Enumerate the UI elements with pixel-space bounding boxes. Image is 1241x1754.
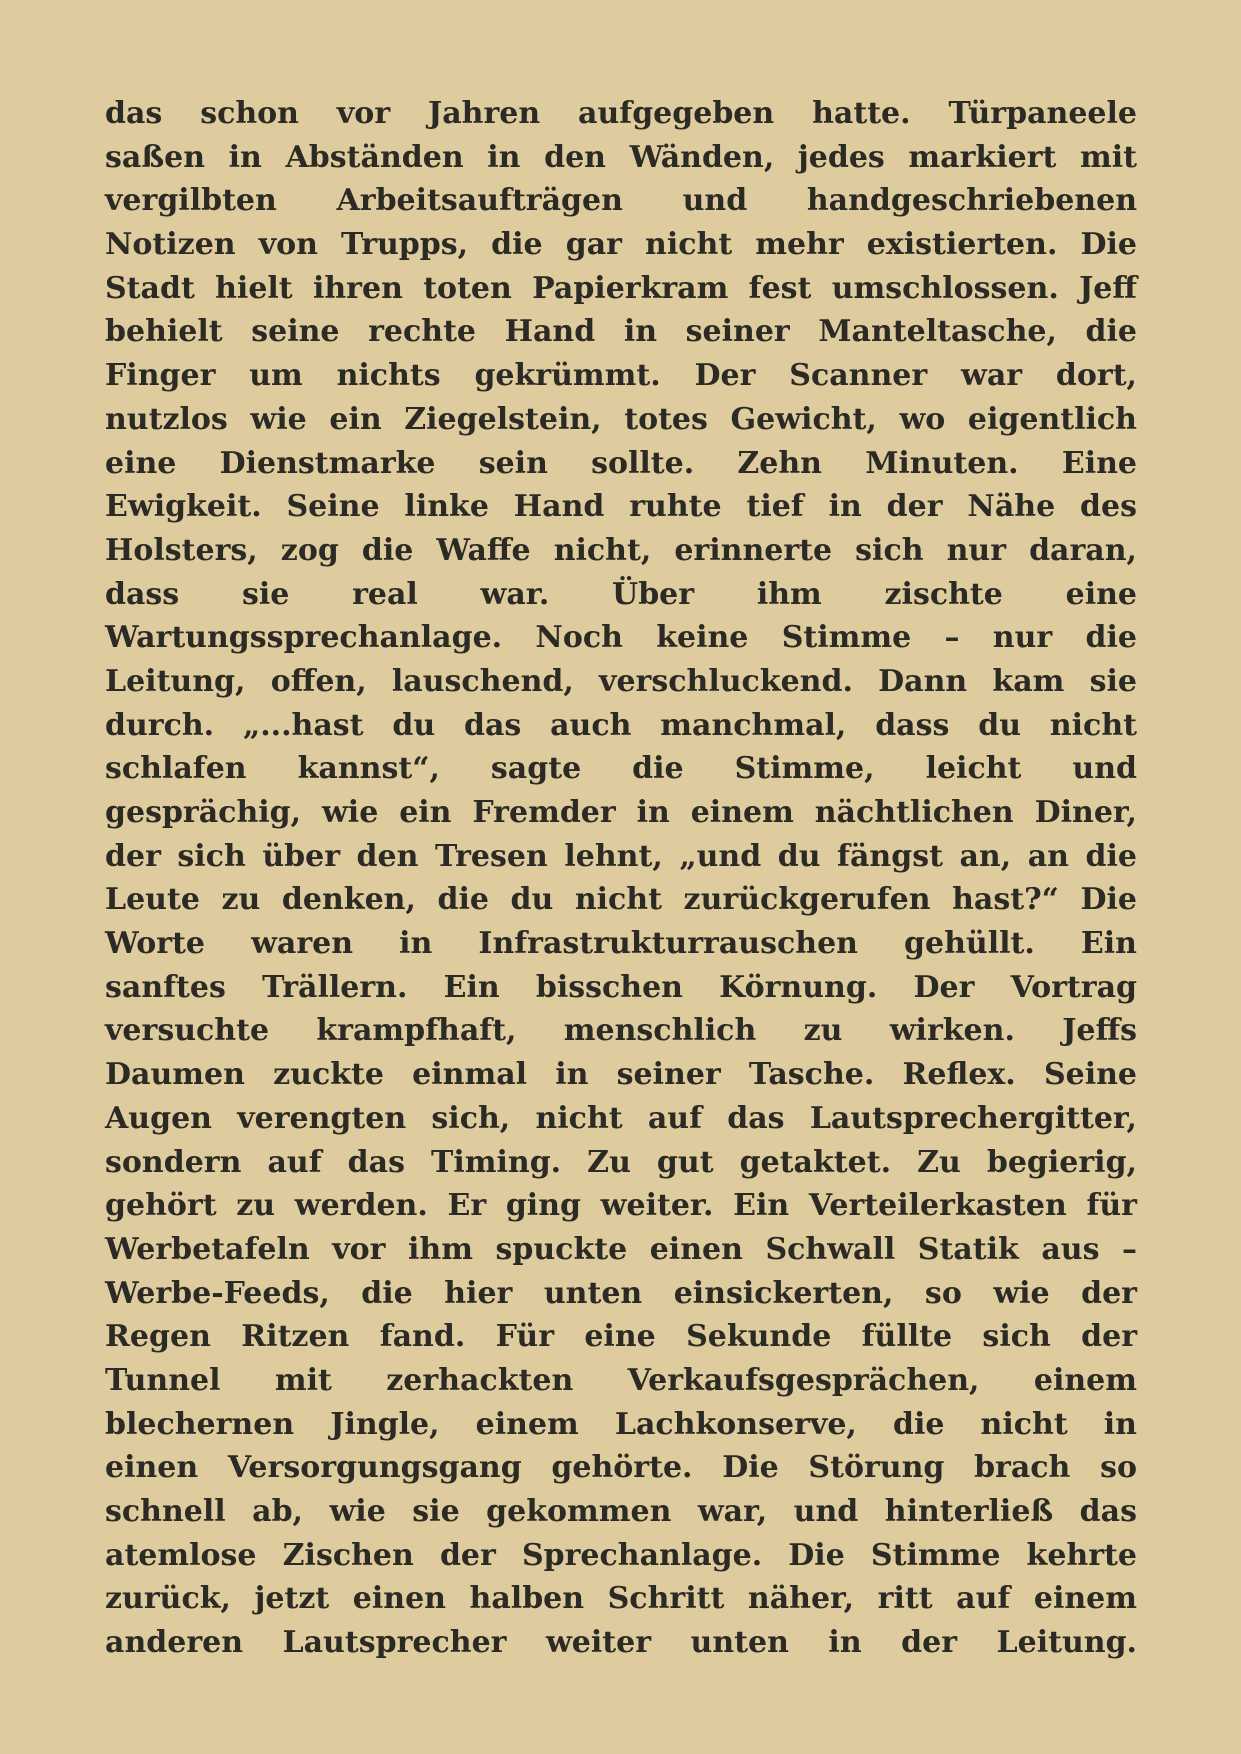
text-line: schnell ab, wie sie gekommen war, und hinterließ das: [105, 1494, 1137, 1529]
text-line: durch. „...hast du das auch manchmal, dass du nicht: [105, 707, 1137, 743]
text-line: Notizen von Trupps, die gar nicht mehr existierten. Die: [105, 227, 1137, 263]
text-line: Tunnel mit zerhackten Verkaufsgesprächen, einem: [105, 1362, 1137, 1398]
text-line: Leitung, offen, lauschend, verschluckend. Dann kam sie: [105, 663, 1137, 699]
text-line: Stadt hielt ihren toten Papierkram fest umschlossen. Jeff: [105, 270, 1137, 306]
page-text: [105, 92, 1137, 1665]
text-line: eine Dienstmarke sein sollte. Zehn Minuten. Eine: [105, 445, 1137, 481]
text-line: dass sie real war. Über ihm zischte eine: [105, 576, 1137, 612]
text-line: sanftes Trällern. Ein bisschen Körnung. Der Vortrag: [105, 969, 1137, 1005]
text-line: versuchte krampfhaft, menschlich zu wirken. Jeffs: [105, 1013, 1137, 1049]
text-line: Holsters, zog die Waffe nicht, erinnerte sich nur daran,: [105, 532, 1137, 568]
text-line: Werbetafeln vor ihm spuckte einen Schwall Statik aus –: [105, 1231, 1137, 1267]
text-line: Finger um nichts gekrümmt. Der Scanner war dort,: [105, 358, 1137, 394]
text-line: vergilbten Arbeitsaufträgen und handgeschriebenen: [105, 183, 1137, 219]
text-line: saßen in Abständen in den Wänden, jedes markiert mit: [105, 139, 1137, 175]
text-line: Werbe-Feeds, die hier unten einsickerten, so wie der: [105, 1275, 1137, 1311]
text-line: Leute zu denken, die du nicht zurückgerufen hast?“ Die: [105, 882, 1137, 918]
text-line: Daumen zuckte einmal in seiner Tasche. Reflex. Seine: [105, 1057, 1137, 1093]
text-line: einen Versorgungsgang gehörte. Die Störung brach so: [105, 1450, 1137, 1486]
text-line: das schon vor Jahren aufgegeben hatte. Türpaneele: [105, 96, 1137, 131]
text-line: Wartungssprechanlage. Noch keine Stimme – nur die: [105, 620, 1137, 656]
text-line: Ewigkeit. Seine linke Hand ruhte tief in der Nähe des: [105, 489, 1137, 525]
text-line: anderen Lautsprecher weiter unten in der Leitung.: [105, 1625, 1137, 1661]
text-line: Regen Ritzen fand. Für eine Sekunde füllte sich der: [105, 1319, 1137, 1355]
text-line: sondern auf das Timing. Zu gut getaktet. Zu begierig,: [105, 1144, 1137, 1180]
text-line: behielt seine rechte Hand in seiner Manteltasche, die: [105, 314, 1137, 350]
text-line: Worte waren in Infrastrukturrauschen gehüllt. Ein: [105, 926, 1137, 962]
text-line: schlafen kannst“, sagte die Stimme, leicht und: [105, 751, 1137, 787]
text-line: der sich über den Tresen lehnt, „und du fängst an, an die: [105, 838, 1137, 874]
text-line: atemlose Zischen der Sprechanlage. Die Stimme kehrte: [105, 1537, 1137, 1573]
text-line: gehört zu werden. Er ging weiter. Ein Verteilerkasten für: [105, 1188, 1137, 1224]
text-line: gesprächig, wie ein Fremder in einem nächtlichen Diner,: [105, 795, 1137, 830]
text-line: nutzlos wie ein Ziegelstein, totes Gewicht, wo eigentlich: [105, 401, 1137, 437]
text-line: Augen verengten sich, nicht auf das Lautsprechergitter,: [105, 1100, 1137, 1136]
text-line: zurück, jetzt einen halben Schritt näher, ritt auf einem: [105, 1581, 1137, 1617]
text-line: blechernen Jingle, einem Lachkonserve, die nicht in: [105, 1406, 1137, 1442]
